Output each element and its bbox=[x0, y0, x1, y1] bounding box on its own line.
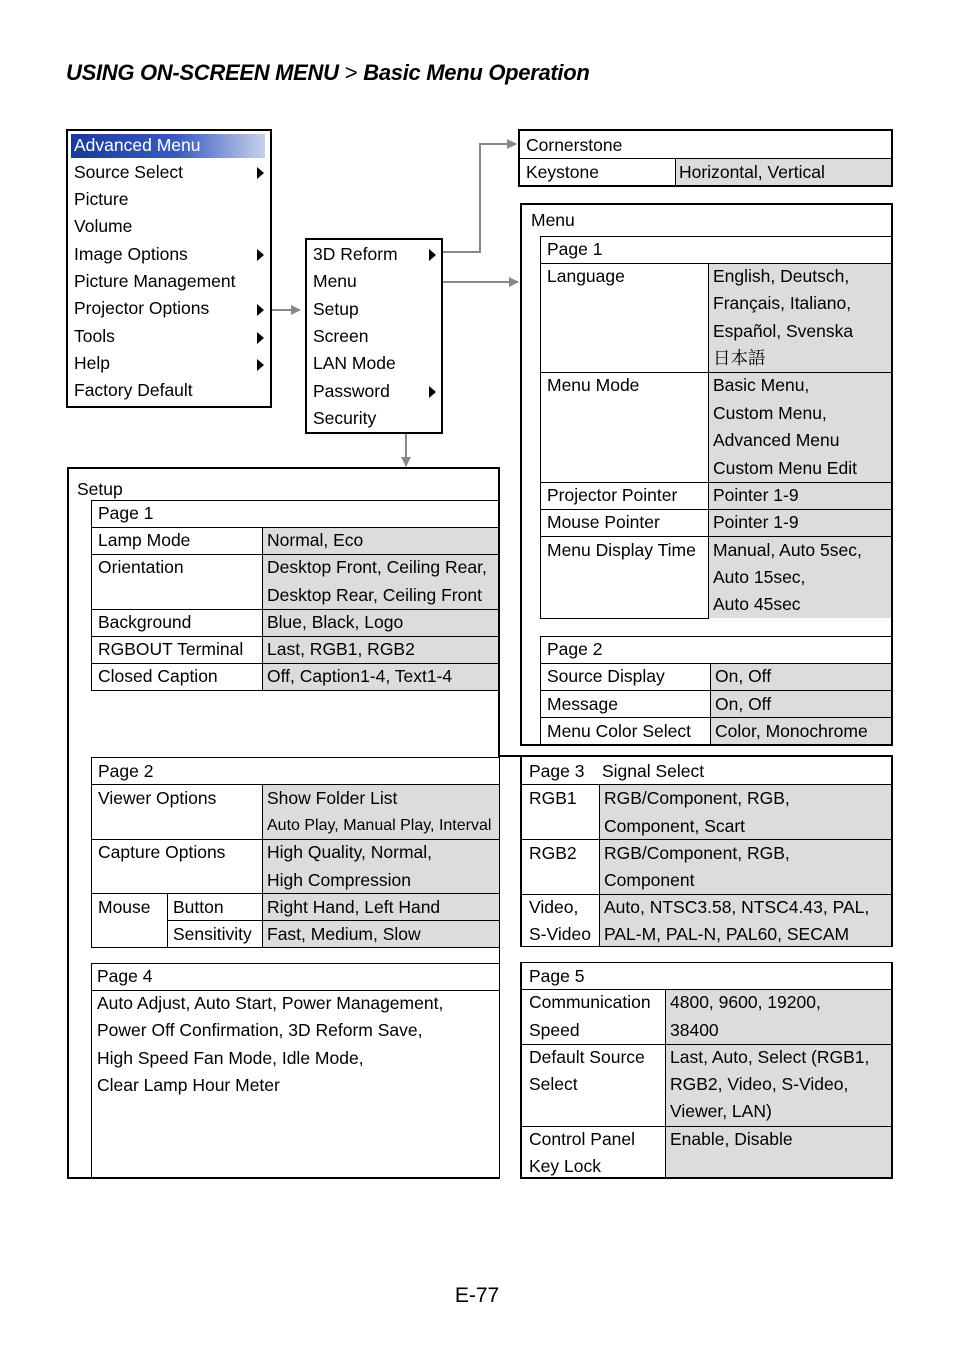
heading-subsection: Basic Menu Operation bbox=[363, 60, 590, 85]
page3-subtitle: Signal Select bbox=[602, 761, 705, 781]
advanced-menu-title[interactable]: Advanced Menu bbox=[74, 135, 201, 155]
submenu-arrow-icon bbox=[429, 249, 436, 261]
mouse-button-value: Right Hand, Left Hand bbox=[267, 897, 441, 917]
mouse-sensitivity-label[interactable]: Sensitivity bbox=[173, 924, 252, 944]
page4-line-2: Power Off Confirmation, 3D Reform Save, bbox=[97, 1020, 423, 1040]
menu-mode-value-3: Advanced Menu bbox=[713, 430, 840, 450]
orientation-value-2: Desktop Rear, Ceiling Front bbox=[267, 585, 482, 605]
menu-item-source-select[interactable]: Source Select bbox=[74, 162, 183, 182]
video-value-2: PAL-M, PAL-N, PAL60, SECAM bbox=[604, 924, 850, 944]
key-lock-value: Enable, Disable bbox=[670, 1129, 793, 1149]
menu-item-tools[interactable]: Tools bbox=[74, 326, 115, 346]
rgb1-label[interactable]: RGB1 bbox=[529, 788, 577, 808]
key-lock-label-1[interactable]: Control Panel bbox=[529, 1129, 636, 1149]
source-display-value: On, Off bbox=[715, 666, 772, 686]
communication-speed-value-2: 38400 bbox=[670, 1020, 719, 1040]
default-source-label-2[interactable]: Select bbox=[529, 1074, 578, 1094]
page3-label: Page 3 bbox=[529, 761, 585, 781]
page5-panel bbox=[520, 962, 893, 1179]
source-display-label[interactable]: Source Display bbox=[547, 666, 665, 686]
rgb2-value-2: Component bbox=[604, 870, 695, 890]
default-source-value-2: RGB2, Video, S-Video, bbox=[670, 1074, 849, 1094]
lamp-mode-value: Normal, Eco bbox=[267, 530, 364, 550]
submenu-item-security[interactable]: Security bbox=[313, 408, 377, 428]
viewer-options-value-1: Show Folder List bbox=[267, 788, 398, 808]
page5-label: Page 5 bbox=[529, 966, 585, 986]
rgb1-value-2: Component, Scart bbox=[604, 816, 746, 836]
submenu-arrow-icon bbox=[257, 359, 264, 371]
message-value: On, Off bbox=[715, 694, 772, 714]
submenu-arrow-icon bbox=[257, 167, 264, 179]
mouse-sensitivity-value: Fast, Medium, Slow bbox=[267, 924, 421, 944]
setup-page2-label: Page 2 bbox=[98, 761, 154, 781]
page4-line-4: Clear Lamp Hour Meter bbox=[97, 1075, 280, 1095]
reform-panel bbox=[518, 129, 893, 187]
lamp-mode-label[interactable]: Lamp Mode bbox=[98, 530, 191, 550]
setup-page1-label: Page 1 bbox=[98, 503, 154, 523]
page4-line-3: High Speed Fan Mode, Idle Mode, bbox=[97, 1048, 364, 1068]
heading-section: USING ON-SCREEN MENU bbox=[66, 60, 339, 85]
menu-item-image-options[interactable]: Image Options bbox=[74, 244, 188, 264]
menu-display-time-label[interactable]: Menu Display Time bbox=[547, 540, 696, 560]
rgbout-terminal-value: Last, RGB1, RGB2 bbox=[267, 639, 415, 659]
menu-item-factory-default[interactable]: Factory Default bbox=[74, 380, 193, 400]
rgb2-label[interactable]: RGB2 bbox=[529, 843, 577, 863]
submenu-item-menu[interactable]: Menu bbox=[313, 271, 357, 291]
submenu-item-lan-mode[interactable]: LAN Mode bbox=[313, 353, 396, 373]
default-source-label-1[interactable]: Default Source bbox=[529, 1047, 645, 1067]
menu-color-select-value: Color, Monochrome bbox=[715, 721, 868, 741]
menu-color-select-label[interactable]: Menu Color Select bbox=[547, 721, 691, 741]
display-time-value-1: Manual, Auto 5sec, bbox=[713, 540, 862, 560]
communication-speed-label-1[interactable]: Communication bbox=[529, 992, 651, 1012]
rgb1-value-1: RGB/Component, RGB, bbox=[604, 788, 790, 808]
language-value-4: 日本語 bbox=[713, 348, 766, 368]
cornerstone-label[interactable]: Cornerstone bbox=[526, 135, 623, 155]
keystone-label[interactable]: Keystone bbox=[526, 162, 599, 182]
menu-mode-label[interactable]: Menu Mode bbox=[547, 375, 640, 395]
key-lock-label-2[interactable]: Key Lock bbox=[529, 1156, 601, 1176]
submenu-item-password[interactable]: Password bbox=[313, 381, 390, 401]
rgbout-terminal-label[interactable]: RGBOUT Terminal bbox=[98, 639, 244, 659]
display-time-value-2: Auto 15sec, bbox=[713, 567, 806, 587]
menu-item-volume[interactable]: Volume bbox=[74, 216, 133, 236]
menu-mode-value-1: Basic Menu, bbox=[713, 375, 810, 395]
menu-page1-label: Page 1 bbox=[547, 239, 603, 259]
rgb2-value-1: RGB/Component, RGB, bbox=[604, 843, 790, 863]
setup-page4-label: Page 4 bbox=[97, 966, 153, 986]
heading-separator: > bbox=[344, 60, 358, 85]
submenu-arrow-icon bbox=[257, 304, 264, 316]
submenu-arrow-icon bbox=[257, 249, 264, 261]
submenu-item-setup[interactable]: Setup bbox=[313, 299, 359, 319]
menu-item-projector-options[interactable]: Projector Options bbox=[74, 298, 210, 318]
mouse-button-label[interactable]: Button bbox=[173, 897, 224, 917]
signal-select-panel bbox=[520, 755, 893, 947]
page4-line-1: Auto Adjust, Auto Start, Power Management, bbox=[97, 993, 444, 1013]
capture-options-value-2: High Compression bbox=[267, 870, 411, 890]
default-source-value-3: Viewer, LAN) bbox=[670, 1101, 772, 1121]
default-source-value-1: Last, Auto, Select (RGB1, bbox=[670, 1047, 870, 1067]
closed-caption-label[interactable]: Closed Caption bbox=[98, 666, 218, 686]
menu-mode-value-2: Custom Menu, bbox=[713, 403, 827, 423]
keystone-value: Horizontal, Vertical bbox=[679, 162, 825, 182]
communication-speed-label-2[interactable]: Speed bbox=[529, 1020, 580, 1040]
setup-panel-title: Setup bbox=[77, 479, 123, 499]
background-label[interactable]: Background bbox=[98, 612, 192, 632]
language-value-1: English, Deutsch, bbox=[713, 266, 850, 286]
capture-options-value-1: High Quality, Normal, bbox=[267, 842, 433, 862]
language-label[interactable]: Language bbox=[547, 266, 625, 286]
mouse-pointer-value: Pointer 1-9 bbox=[713, 512, 799, 532]
closed-caption-value: Off, Caption1-4, Text1-4 bbox=[267, 666, 453, 686]
display-time-value-3: Auto 45sec bbox=[713, 594, 801, 614]
advanced-menu bbox=[66, 129, 272, 408]
page-number: E-77 bbox=[454, 1284, 500, 1307]
communication-speed-value-1: 4800, 9600, 19200, bbox=[670, 992, 821, 1012]
video-value-1: Auto, NTSC3.58, NTSC4.43, PAL, bbox=[604, 897, 870, 917]
background-value: Blue, Black, Logo bbox=[267, 612, 404, 632]
menu-mode-value-4: Custom Menu Edit bbox=[713, 458, 857, 478]
projector-pointer-value: Pointer 1-9 bbox=[713, 485, 799, 505]
submenu-item-screen[interactable]: Screen bbox=[313, 326, 369, 346]
submenu-item-3d-reform[interactable]: 3D Reform bbox=[313, 244, 398, 264]
menu-item-help[interactable]: Help bbox=[74, 353, 110, 373]
setup-panel bbox=[67, 467, 500, 1179]
message-label[interactable]: Message bbox=[547, 694, 619, 714]
menu-panel-title: Menu bbox=[531, 210, 575, 230]
menu-item-picture[interactable]: Picture bbox=[74, 189, 129, 209]
language-value-2: Français, Italiano, bbox=[713, 293, 852, 313]
setup-submenu bbox=[305, 238, 443, 434]
video-label[interactable]: Video, bbox=[529, 897, 579, 917]
menu-panel bbox=[520, 203, 893, 746]
language-value-3: Español, Svenska bbox=[713, 321, 854, 341]
mouse-label: Mouse bbox=[98, 897, 151, 917]
submenu-arrow-icon bbox=[429, 386, 436, 398]
viewer-options-value-2: Auto Play, Manual Play, Interval bbox=[267, 817, 492, 834]
viewer-options-label[interactable]: Viewer Options bbox=[98, 788, 217, 808]
orientation-label[interactable]: Orientation bbox=[98, 557, 184, 577]
s-video-label[interactable]: S-Video bbox=[529, 924, 591, 944]
capture-options-label[interactable]: Capture Options bbox=[98, 842, 226, 862]
orientation-value-1: Desktop Front, Ceiling Rear, bbox=[267, 557, 487, 577]
mouse-pointer-label[interactable]: Mouse Pointer bbox=[547, 512, 660, 532]
submenu-arrow-icon bbox=[257, 332, 264, 344]
projector-pointer-label[interactable]: Projector Pointer bbox=[547, 485, 678, 505]
menu-page2-label: Page 2 bbox=[547, 639, 603, 659]
menu-item-picture-management[interactable]: Picture Management bbox=[74, 271, 236, 291]
